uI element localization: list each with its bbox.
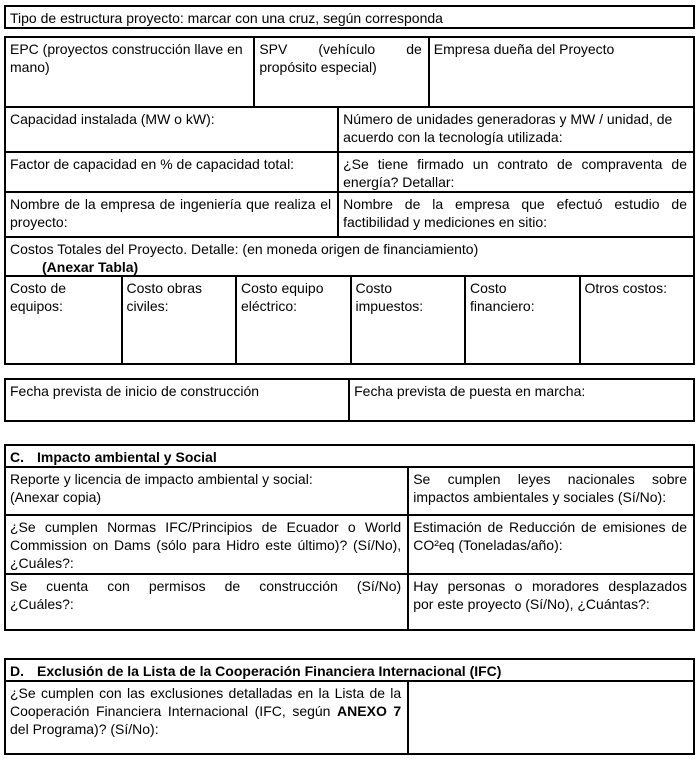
row-permisos-construccion	[6, 573, 693, 629]
cell-costos-totales	[6, 238, 693, 275]
row-exclusiones-ifc	[6, 680, 693, 753]
row-tipo-estructura	[6, 7, 693, 27]
section-d-letter: D.	[10, 663, 24, 679]
row-empresas	[6, 191, 693, 236]
row-factor-capacidad	[6, 151, 693, 191]
cell-reduccion-emisiones: Estimación de Reducción de emisiones de CO²eq (Toneladas/año):	[407, 516, 693, 573]
table-datos-proyecto	[4, 36, 695, 365]
section-c-letter: C.	[10, 449, 24, 465]
cell-capacidad-instalada: Capacidad instalada (MW o kW):	[10, 111, 215, 127]
reporte-licencia-linea2: (Anexar copia)	[10, 489, 102, 505]
section-d-header	[6, 660, 693, 680]
table-fechas	[4, 378, 695, 422]
cell-exclusiones-ifc	[6, 682, 407, 753]
cell-empresa-factibilidad: Nombre de la empresa que efectuó estudio de factibilidad y mediciones en sitio:	[337, 193, 693, 236]
row-normas-ifc	[6, 514, 693, 573]
cell-personas-desplazadas: Hay personas o moradores desplazados por este proyecto (Sí/No), ¿Cuántas?:	[407, 575, 693, 629]
cell-leyes-nacionales: Se cumplen leyes nacionales sobre impactos ambientales y sociales (Sí/No):	[407, 468, 693, 514]
row-costos-totales	[6, 236, 693, 275]
cell-permisos-construccion	[6, 575, 407, 629]
row-reporte-licencia	[6, 466, 693, 514]
cell-epc: EPC (proyectos construcción llave en mano)	[10, 41, 243, 75]
cell-exclusiones-respuesta	[407, 682, 693, 753]
section-d-title: Exclusión de la Lista de la Cooperación Financiera Internacional (IFC)	[37, 663, 502, 679]
cell-factor-capacidad: Factor de capacidad en % de capacidad total:	[10, 156, 295, 172]
cell-numero-unidades: Número de unidades generadoras y MW / unidad, de acuerdo con la tecnología utilizada:	[337, 108, 693, 151]
reporte-licencia-linea1: Reporte y licencia de impacto ambiental y social:	[10, 471, 313, 487]
permisos-linea2: ¿Cuáles?:	[10, 596, 74, 612]
table-tipo-estructura	[4, 5, 695, 29]
row-estructura-opciones	[6, 38, 693, 106]
exclusiones-texto-parte1: ¿Se cumplen con las exclusiones detalladas en la Lista de la Cooperación Financiera Internacional (IFC, según	[10, 685, 402, 719]
cell-fecha-inicio-construccion: Fecha prevista de inicio de construcción	[10, 383, 260, 399]
row-fechas	[6, 380, 693, 420]
cell-fecha-puesta-marcha: Fecha prevista de puesta en marcha:	[348, 380, 693, 420]
table-seccion-c	[4, 444, 695, 631]
row-seccion-d-header	[6, 660, 693, 680]
row-columnas-costos	[6, 275, 693, 363]
exclusiones-anexo7: ANEXO 7	[337, 703, 402, 719]
cell-spv: SPV (vehículo de propósito especial)	[253, 38, 427, 106]
permisos-linea1: Se cuenta con permisos de construcción (Sí/No)	[10, 578, 402, 594]
cell-costo-equipos: Costo de equipos:	[10, 280, 67, 314]
cell-contrato-compraventa: ¿Se tiene firmado un contrato de compraventa de energía? Detallar:	[337, 153, 693, 191]
row-capacidad	[6, 106, 693, 151]
costos-linea-detalle: Costos Totales del Proyecto. Detalle: (en moneda origen de financiamiento)	[10, 241, 479, 257]
costos-anexar-tabla: (Anexar Tabla)	[42, 259, 139, 275]
cell-costo-equipo-electrico: Costo equipo eléctrico:	[235, 277, 350, 363]
cell-costo-financiero: Costo financiero:	[464, 277, 579, 363]
cell-empresa-duena: Empresa dueña del Proyecto	[428, 38, 693, 106]
cell-otros-costos: Otros costos:	[579, 277, 694, 363]
cell-reporte-licencia	[6, 468, 407, 514]
cell-tipo-estructura: Tipo de estructura proyecto: marcar con una cruz, según corresponda	[10, 10, 443, 26]
cell-empresa-ingenieria: Nombre de la empresa de ingeniería que realiza el proyecto:	[10, 196, 332, 230]
section-c-title: Impacto ambiental y Social	[37, 449, 217, 465]
table-seccion-d	[4, 658, 695, 755]
row-seccion-c-header	[6, 446, 693, 466]
cell-costo-obras-civiles: Costo obras civiles:	[121, 277, 236, 363]
cell-costo-impuestos: Costo impuestos:	[350, 277, 465, 363]
exclusiones-texto-parte3: del Programa)? (Sí/No):	[10, 721, 159, 737]
section-c-header	[6, 446, 693, 466]
cell-normas-ifc: ¿Se cumplen Normas IFC/Principios de Ecuador o World Commission on Dams (sólo para Hidro este último)? (Sí/No), ¿Cuáles?:	[10, 519, 402, 571]
